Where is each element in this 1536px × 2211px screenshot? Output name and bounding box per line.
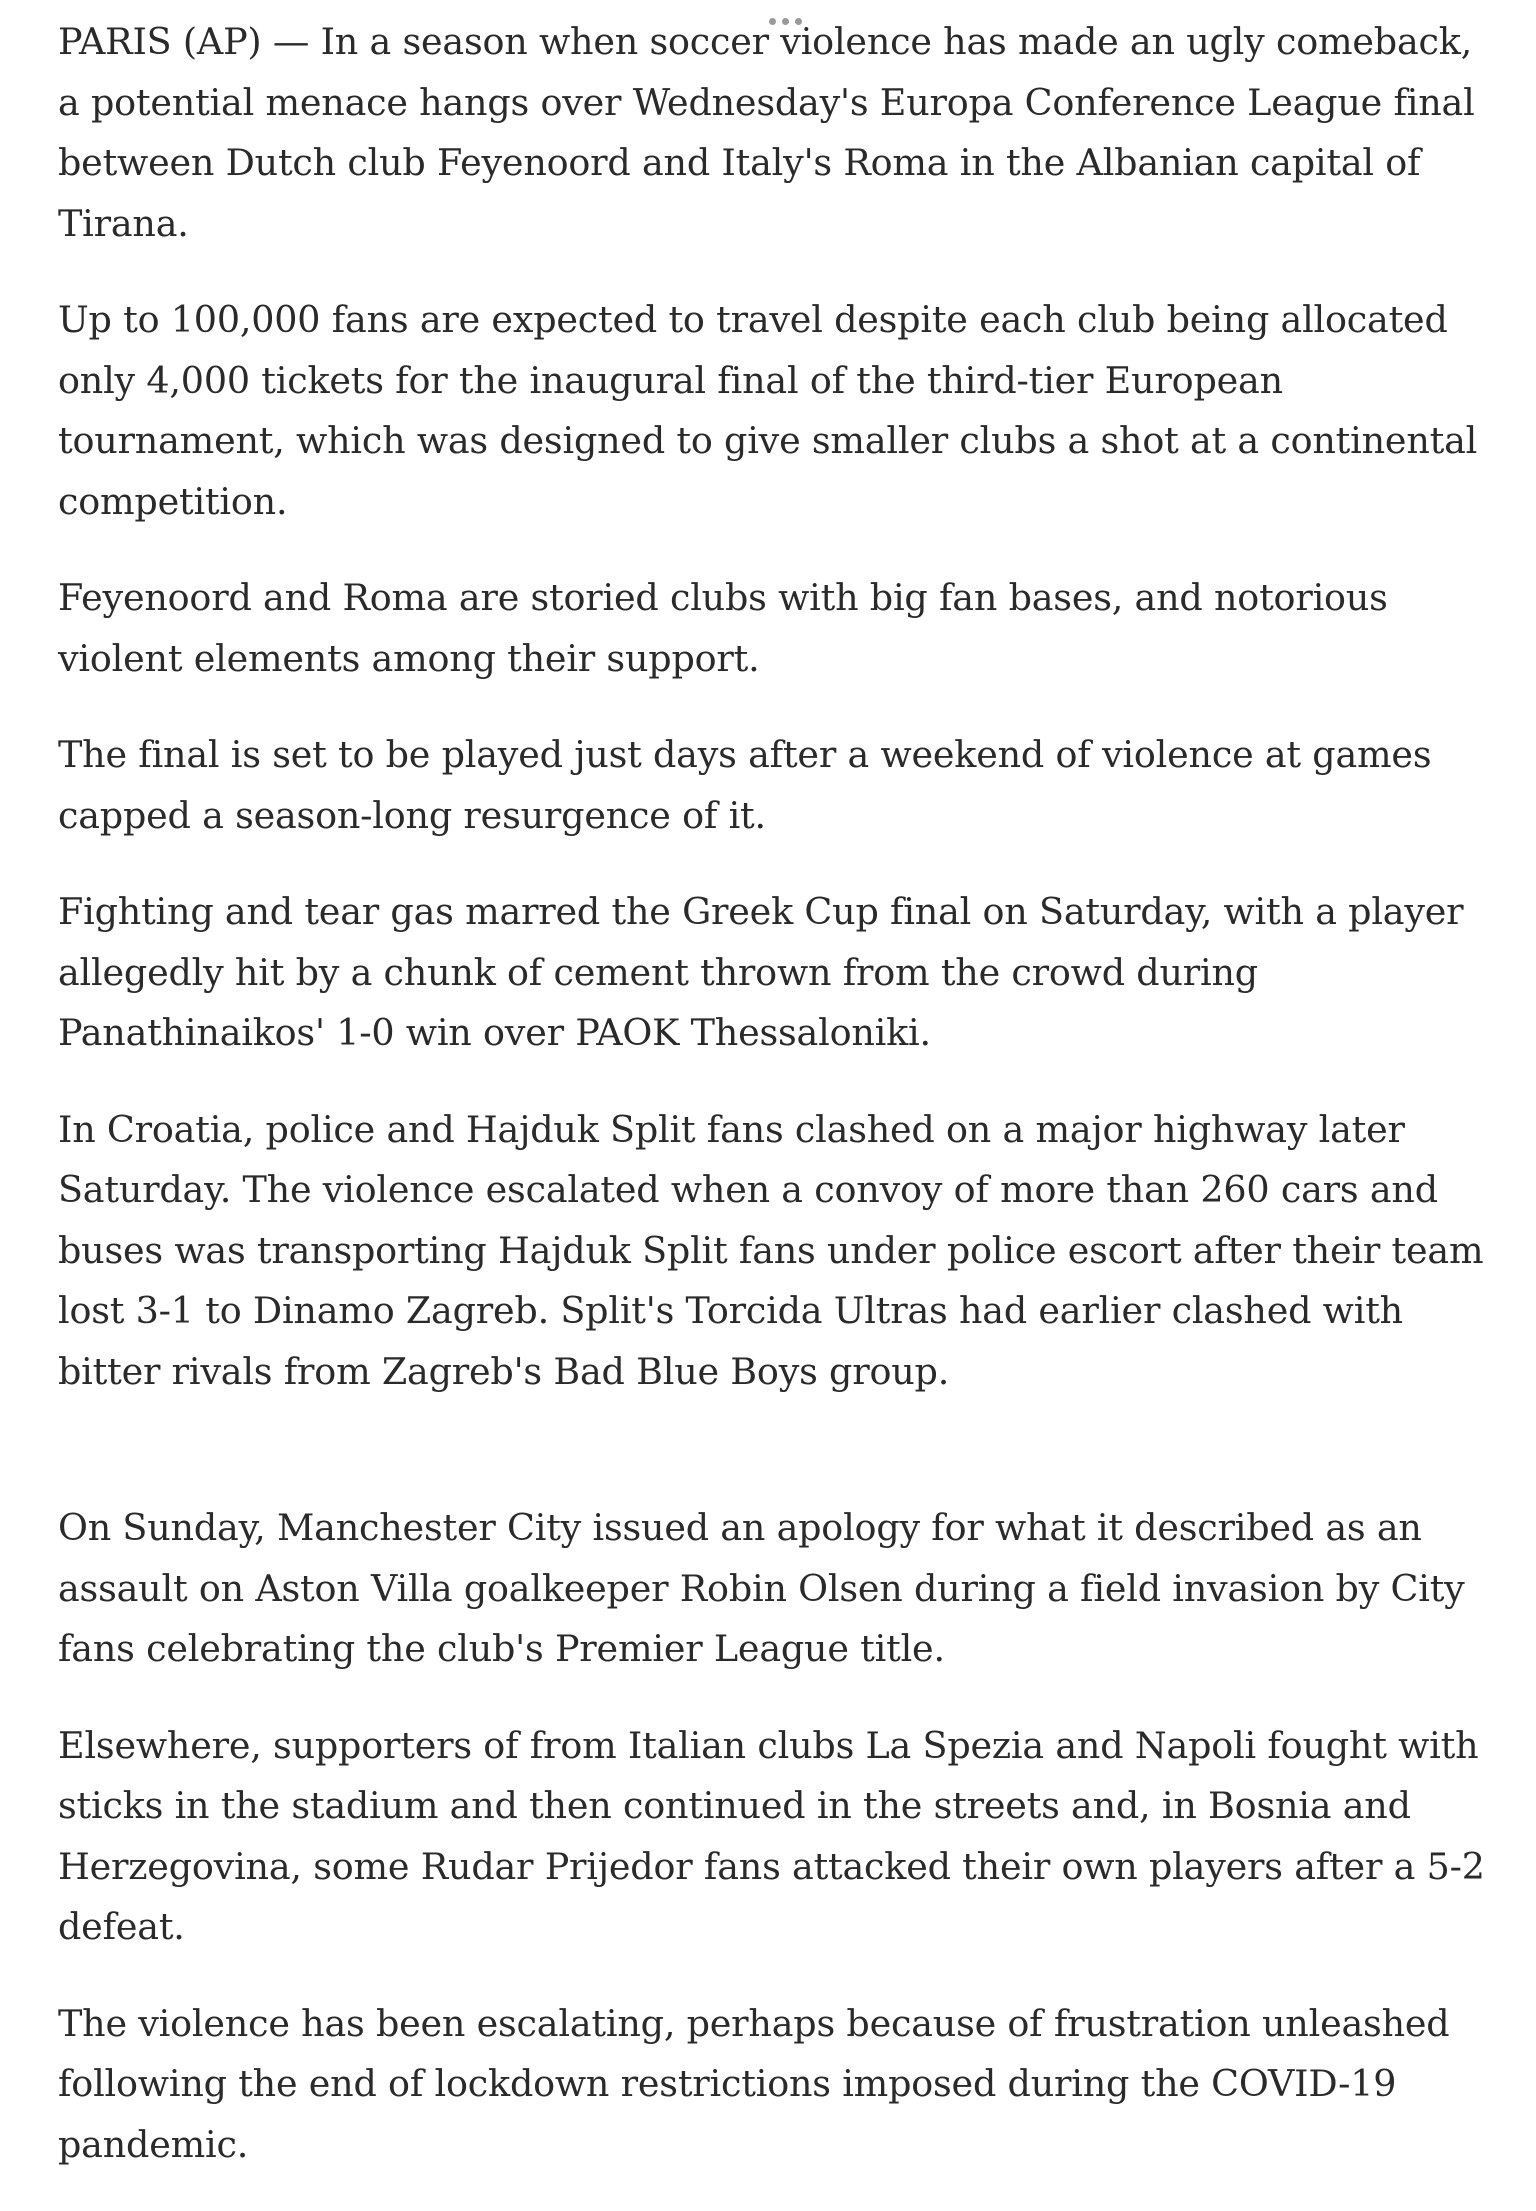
article-paragraph: On Sunday, Manchester City issued an apology for what it described as an assault on Aston Villa goalkeeper Robin Olsen during a field invasion by City fans celebrating the club's Premier League title. — [58, 1506, 1465, 1670]
article-paragraph: The violence has been escalating, perhaps because of frustration unleashed following the end of lockdown restrictions imposed during the COVID-19 pandemic. — [58, 2001, 1450, 2166]
article-paragraph: PARIS (AP) — In a season when soccer violence has made an ugly comeback, a potential menace hangs over Wednesday's Europa Conference League final between Dutch club Feyenoord and Italy's Roma in the Albanian capital of Tirana. — [58, 20, 1475, 245]
article-paragraph: Elsewhere, supporters of from Italian clubs La Spezia and Napoli fought with sticks in the stadium and then continued in the streets and, in Bosnia and Herzegovina, some Rudar Prijedor fans attacked their own players after a 5-2 defeat. — [58, 1723, 1485, 1948]
article-body — [58, 12, 1498, 2211]
article-paragraph: In Croatia, police and Hajduk Split fans clashed on a major highway later Saturday. The violence escalated when a convoy of more than 260 cars and buses was transporting Hajduk Split fans under police escort after their team lost 3-1 to Dinamo Zagreb. Split's Torcida Ultras had earlier clashed with bitter rivals from Zagreb's Bad Blue Boys group. — [58, 1107, 1484, 1393]
article-paragraph: Fighting and tear gas marred the Greek Cup final on Saturday, with a player allegedly hit by a chunk of cement thrown from the crowd during Panathinaikos' 1-0 win over PAOK Thessaloniki. — [58, 890, 1464, 1054]
article-paragraph: Feyenoord and Roma are storied clubs with big fan bases, and notorious violent elements among their support. — [58, 576, 1388, 680]
article-paragraph: The final is set to be played just days after a weekend of violence at games capped a season-long resurgence of it. — [58, 733, 1432, 837]
article-paragraph: Up to 100,000 fans are expected to travel despite each club being allocated only 4,000 tickets for the inaugural final of the third-tier European tournament, which was designed to give smaller clubs a shot at a continental competition. — [58, 298, 1478, 523]
